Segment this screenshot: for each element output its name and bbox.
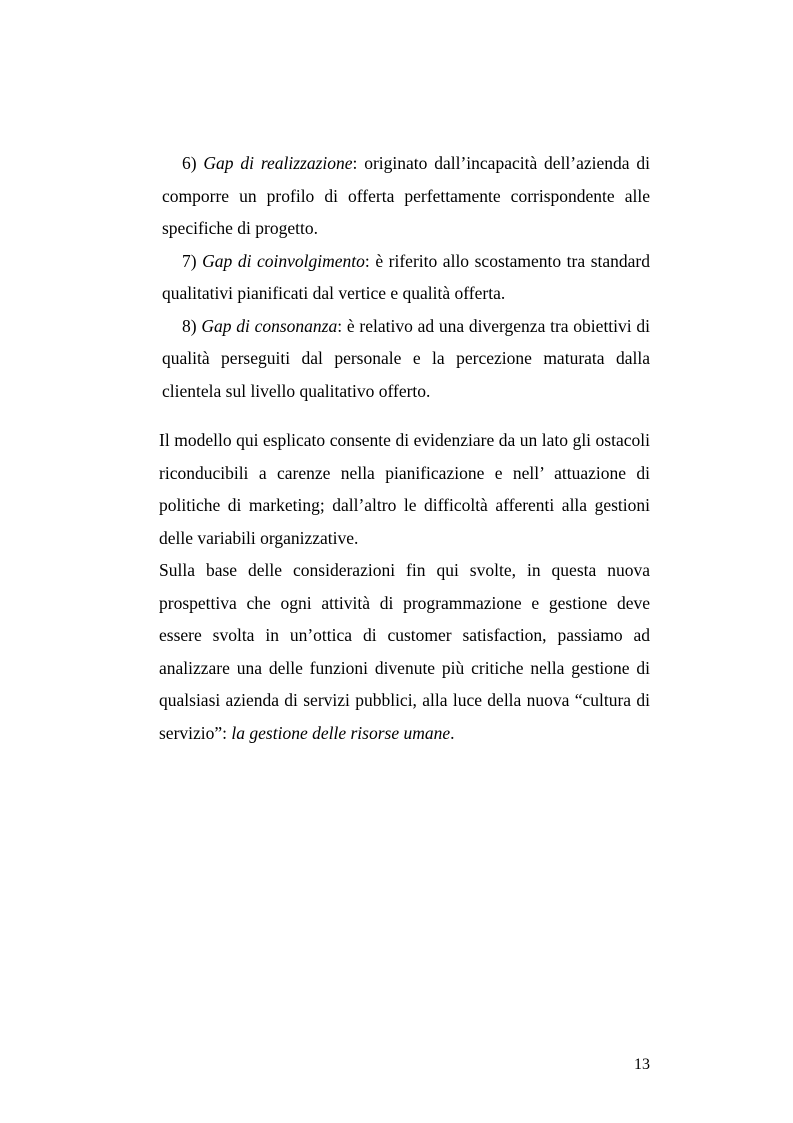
list-item-text: : è relativo ad una divergenza tra obiettivi di qualità perseguiti dal personale e la percezione maturata dalla clientela sul livello qualitativo offerto. <box>162 315 651 401</box>
list-item-number: 8) <box>182 315 197 336</box>
list-item-text: : è riferito allo scostamento tra standard qualitativi pianificati dal vertice e qualità offerta. <box>162 250 650 303</box>
list-item-gap-coinvolgimento <box>162 245 650 310</box>
paragraph-conclusion-text: Sulla base delle considerazioni fin qui svolte, in questa nuova prospettiva che ogni attività di programmazione e gestione deve essere svolta in un’ottica di customer satisfaction, passiamo ad analizzare una delle funzioni divenute più critiche nella gestione di qualsiasi azienda di servizi pubblici, alla luce della nuova “cultura di servizio”: <box>159 560 650 743</box>
gap-list <box>162 147 650 407</box>
list-item-term: Gap di realizzazione <box>203 153 353 173</box>
paragraph-model: Il modello qui esplicato consente di evidenziare da un lato gli ostacoli riconducibili a carenze nella pianificazione e nell’ attuazione di politiche di marketing; dall’altro le difficoltà afferenti alla gestioni delle variabili organizzative. <box>159 430 650 548</box>
paragraph-conclusion-end: . <box>450 722 455 743</box>
list-item-number: 7) <box>182 250 197 271</box>
paragraph-conclusion-emphasis: la gestione delle risorse umane <box>231 722 451 743</box>
list-item-gap-realizzazione <box>162 147 650 245</box>
list-item-term: Gap di consonanza <box>201 315 338 336</box>
list-item-term: Gap di coinvolgimento <box>202 250 365 271</box>
list-item-gap-consonanza <box>162 310 650 408</box>
page-number: 13 <box>634 1056 650 1073</box>
list-item-number: 6) <box>182 153 197 173</box>
paragraph-conclusion <box>159 554 650 749</box>
body-text <box>159 424 650 749</box>
list-item-text: : originato dall’incapacità dell’azienda di comporre un profilo di offerta perfettamente corrispondente alle specifiche di progetto. <box>162 153 650 238</box>
